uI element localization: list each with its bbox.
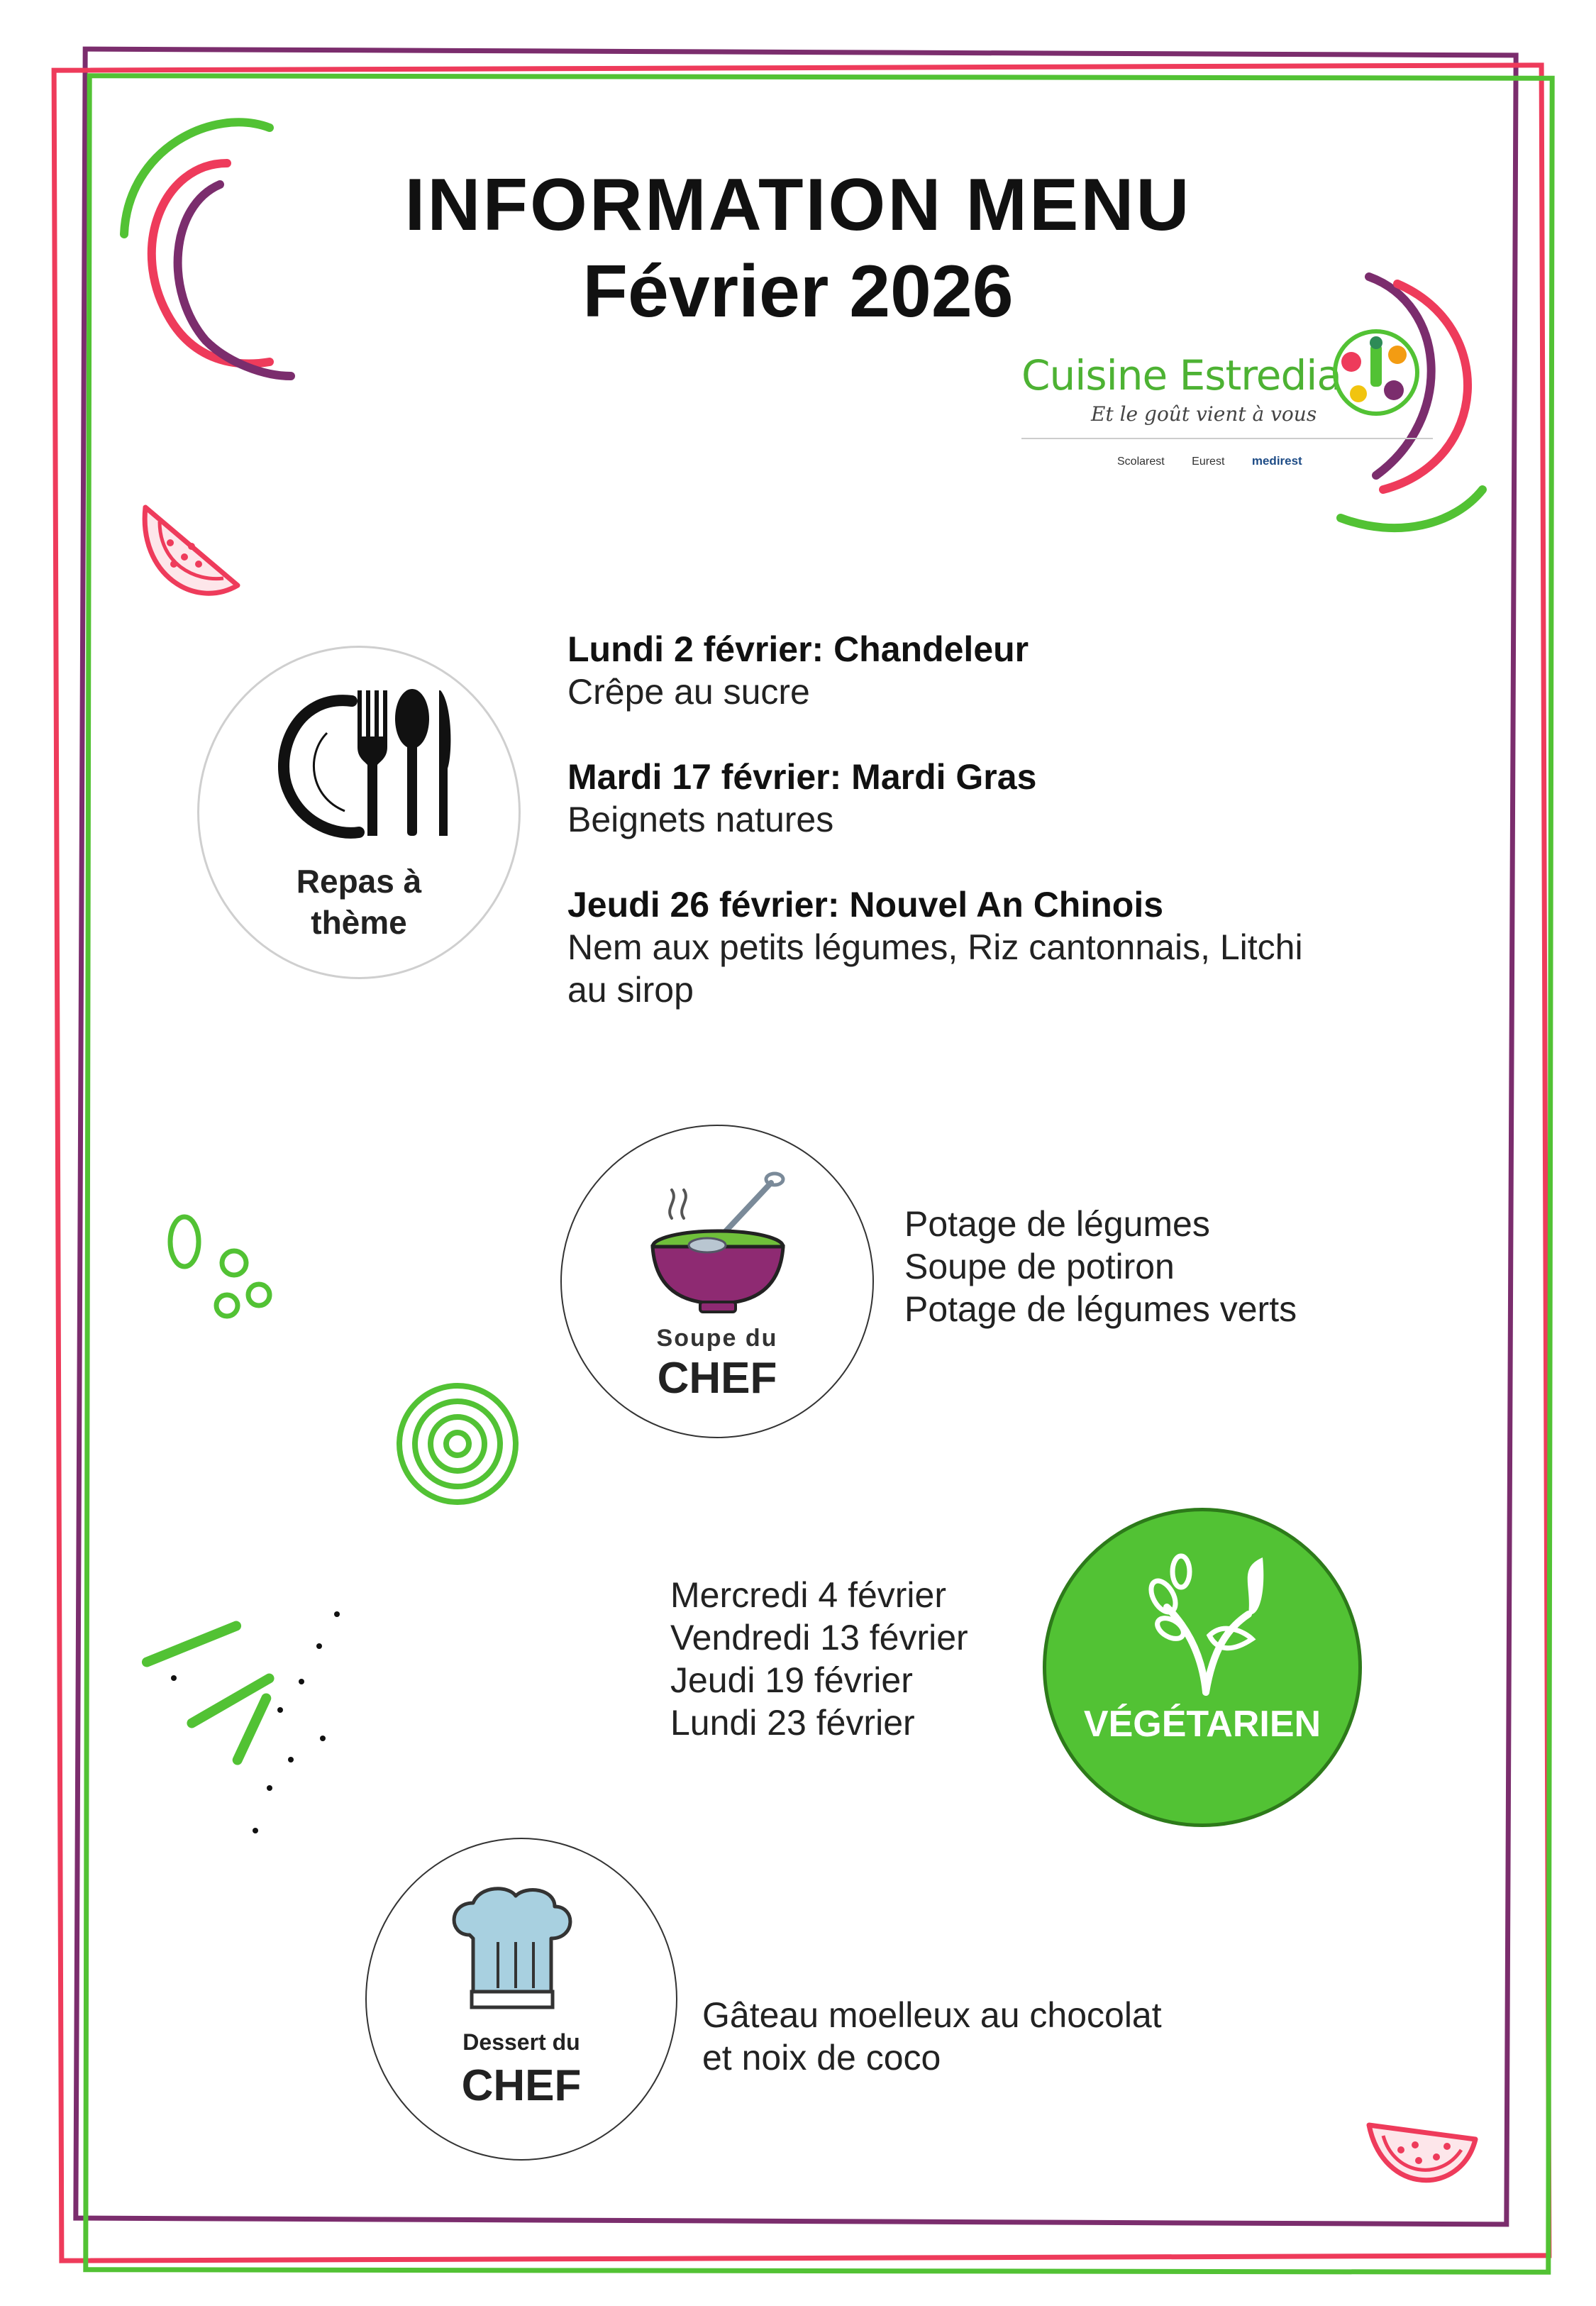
brand-list xyxy=(1117,454,1326,468)
chef-hat-icon xyxy=(445,1885,580,2013)
dessert-line: Gâteau moelleux au chocolat xyxy=(702,1995,1162,2035)
theme-meal-label-line1: Repas à xyxy=(296,863,422,900)
theme-meal-label xyxy=(199,861,519,943)
event-heading: Lundi 2 février: Chandeleur xyxy=(567,629,1029,669)
soup-chef-badge xyxy=(560,1125,874,1438)
event-dish: Nem aux petits légumes, Riz cantonnais, Litchi xyxy=(567,927,1303,967)
page-title: INFORMATION MENU xyxy=(404,164,1192,246)
dessert-label-line2: CHEF xyxy=(461,2061,582,2110)
vegetables-logo-icon xyxy=(1326,323,1426,422)
event-dish: Crêpe au sucre xyxy=(567,672,810,712)
cuisine-estredia-logo xyxy=(1021,323,1433,493)
dessert-line: et noix de coco xyxy=(702,2038,941,2078)
logo-name-part1: Cuisine xyxy=(1021,351,1180,399)
event-heading: Mardi 17 février: Mardi Gras xyxy=(567,757,1037,797)
watermelon-icon xyxy=(131,497,252,603)
soup-list xyxy=(904,1203,1472,1330)
soup-item: Soupe de potiron xyxy=(904,1247,1175,1286)
brand-eurest: Eurest xyxy=(1192,456,1225,468)
logo-name-part2: Estredia xyxy=(1179,351,1341,399)
theme-meal-label-line2: thème xyxy=(311,904,407,941)
soup-label-line2: CHEF xyxy=(657,1354,777,1403)
logo-tagline: Et le goût vient à vous xyxy=(1091,402,1317,426)
event-heading: Jeudi 26 février: Nouvel An Chinois xyxy=(567,885,1164,925)
vegetarian-date: Mercredi 4 février xyxy=(670,1575,946,1615)
vegetarian-dates xyxy=(670,1574,1068,1744)
spiral-icon xyxy=(390,1377,525,1511)
soup-bowl-icon xyxy=(640,1169,796,1318)
event-dish-continued: au sirop xyxy=(567,970,694,1010)
dessert-text xyxy=(702,1994,1341,2079)
logo-name xyxy=(1021,351,1341,399)
green-beans-icon xyxy=(131,1596,344,1852)
theme-meal-list xyxy=(567,628,1440,1011)
peas-icon xyxy=(160,1210,280,1330)
dessert-label-line1: Dessert du xyxy=(462,2029,580,2055)
arc-decoration-icon xyxy=(106,106,319,390)
soup-label-line1: Soupe du xyxy=(656,1325,778,1352)
vegetarian-badge xyxy=(1043,1508,1362,1827)
soup-item: Potage de légumes xyxy=(904,1204,1210,1244)
brand-scolarest: Scolarest xyxy=(1117,456,1165,468)
sprout-icon xyxy=(1146,1550,1266,1699)
vegetarian-date: Jeudi 19 février xyxy=(670,1660,913,1700)
brand-medirest: medirest xyxy=(1251,454,1302,468)
watermelon-bottom-icon xyxy=(1362,2118,1483,2203)
soup-item: Potage de légumes verts xyxy=(904,1289,1297,1329)
theme-meal-badge xyxy=(197,646,521,979)
vegetarian-date: Vendredi 13 février xyxy=(670,1618,968,1657)
cutlery-icon xyxy=(267,676,458,846)
page-subtitle: Février 2026 xyxy=(582,250,1014,333)
vegetarian-label: VÉGÉTARIEN xyxy=(1083,1704,1321,1745)
event-dish: Beignets natures xyxy=(567,800,834,839)
vegetarian-date: Lundi 23 février xyxy=(670,1703,915,1743)
logo-divider xyxy=(1021,438,1433,439)
dessert-chef-badge xyxy=(365,1838,677,2161)
